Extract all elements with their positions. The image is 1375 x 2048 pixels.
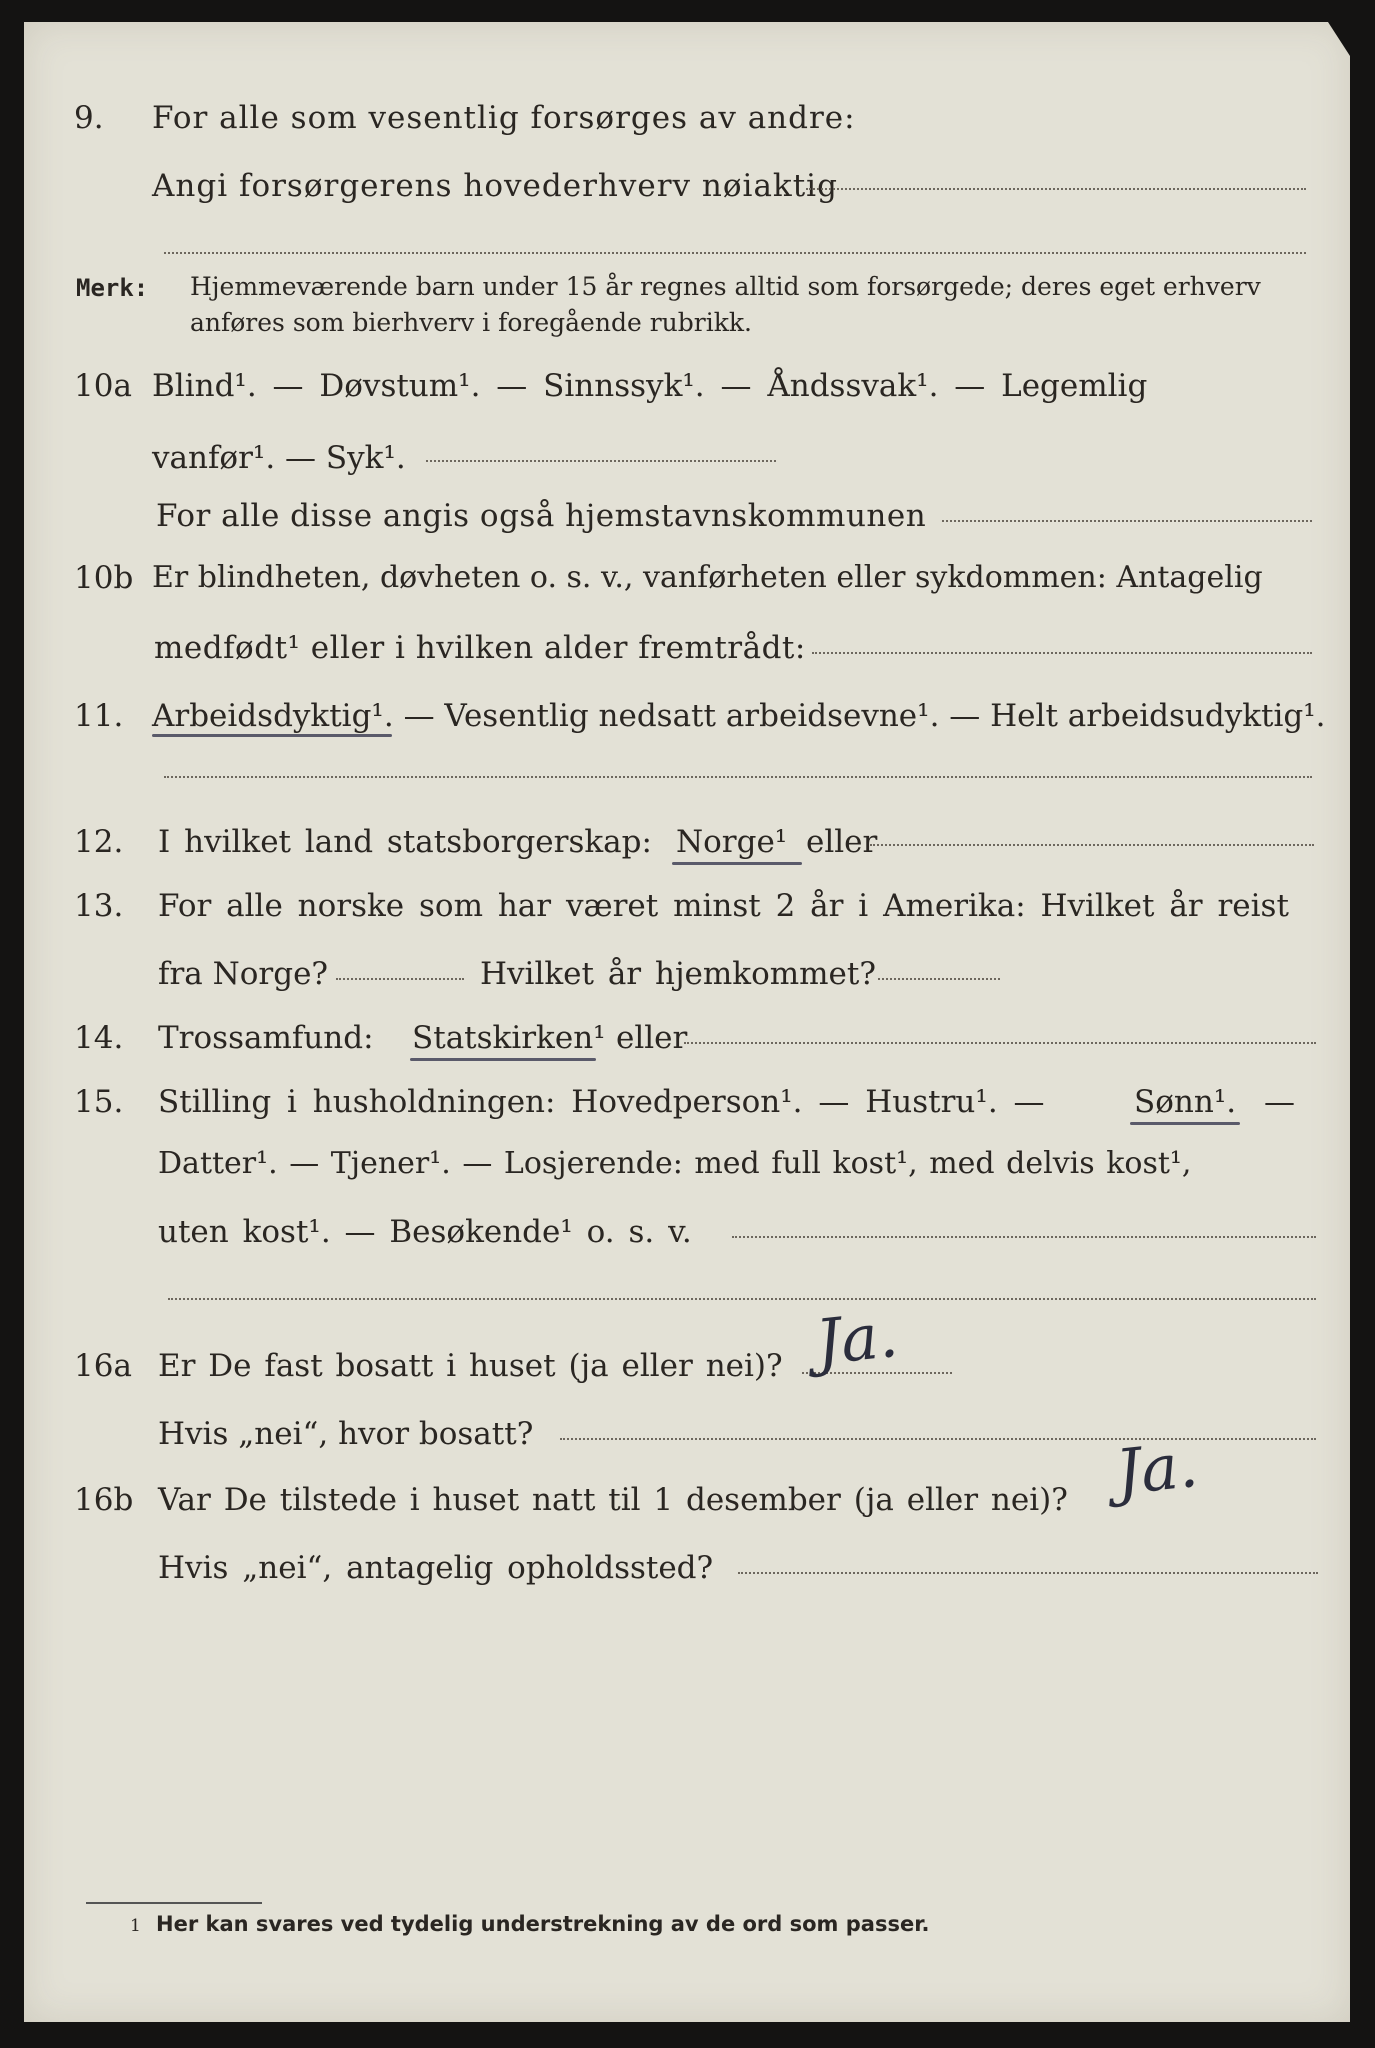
q14-underline-mark	[410, 1058, 596, 1061]
q15-line2: Datter¹. — Tjener¹. — Losjerende: med full kost¹, med delvis kost¹,	[158, 1146, 1192, 1181]
q11-answer-line	[164, 776, 1312, 778]
q11-underline-mark	[152, 734, 392, 737]
q14-suffix: eller	[616, 1020, 688, 1056]
q15-option-sonn: Sønn¹.	[1134, 1084, 1237, 1120]
footnote-rule	[86, 1902, 262, 1904]
q16b-line1: Var De tilstede i huset natt til 1 desember (ja eller nei)?	[158, 1482, 1068, 1518]
q15-line1b: —	[1264, 1084, 1295, 1120]
q13-reist-line	[336, 978, 464, 980]
footnote-text: Her kan svares ved tydelig understrekning av de ord som passer.	[156, 1912, 930, 1936]
q10a-line3: For alle disse angis også hjemstavnskommunen	[156, 498, 927, 534]
q10b-line1: Er blindheten, døvheten o. s. v., vanførheten eller sykdommen: Antagelig	[152, 560, 1263, 595]
q13-hjemkommet-line	[878, 978, 1000, 980]
q10a-answer-line	[426, 460, 776, 462]
footnote-mark: 1	[130, 1916, 141, 1936]
q16a-line1: Er De fast bosatt i huset (ja eller nei)?	[158, 1348, 783, 1384]
q12-option-norge: Norge¹	[676, 824, 788, 860]
q15-underline-mark	[1130, 1122, 1240, 1125]
q12-number: 12.	[74, 824, 124, 860]
merk-line1: Hjemmeværende barn under 15 år regnes alltid som forsørgede; deres eget erhverv	[190, 272, 1261, 301]
q10b-line2: medfødt¹ eller i hvilken alder fremtrådt:	[154, 630, 806, 666]
q16a-bosatt-line	[560, 1438, 1316, 1440]
q16b-number: 16b	[74, 1482, 134, 1518]
q16a-line2: Hvis „nei“, hvor bosatt?	[158, 1416, 534, 1452]
q9-answer-line2	[164, 252, 1306, 254]
q10a-line1: Blind¹. — Døvstum¹. — Sinnssyk¹. — Åndssvak¹. — Legemlig	[152, 368, 1148, 404]
folded-corner	[1328, 22, 1350, 56]
q15-line3: uten kost¹. — Besøkende¹ o. s. v.	[158, 1214, 692, 1250]
q16b-answer-line	[738, 1572, 1318, 1574]
q9-line1: For alle som vesentlig forsørges av andre:	[152, 100, 856, 136]
q15-answer-line	[732, 1236, 1316, 1238]
q10a-answer-line3	[942, 520, 1312, 522]
q9-answer-line	[806, 188, 1306, 190]
q11-line	[152, 698, 1326, 734]
merk-label: Merk:	[76, 274, 149, 302]
q10b-number: 10b	[74, 560, 134, 596]
q16a-number: 16a	[74, 1348, 132, 1384]
q16a-handwritten-answer: Ja.	[812, 1297, 902, 1380]
q13-line2a: fra Norge?	[158, 956, 329, 992]
q13-number: 13.	[74, 888, 124, 924]
q14-prefix: Trossamfund:	[158, 1020, 374, 1056]
q9-line2: Angi forsørgerens hovederhverv nøiaktig	[152, 168, 838, 204]
q15-number: 15.	[74, 1084, 124, 1120]
q15-line1a: Stilling i husholdningen: Hovedperson¹. — Hustru¹. —	[158, 1084, 1045, 1120]
q10b-answer-line	[812, 652, 1312, 654]
q9-number: 9.	[74, 100, 104, 136]
merk-line2: anføres som bierhverv i foregående rubrikk.	[190, 308, 752, 337]
q14-option-statskirken: Statskirken¹	[412, 1020, 606, 1056]
q12-suffix: eller	[806, 824, 878, 860]
q14-number: 14.	[74, 1020, 124, 1056]
q15-answer-line2	[168, 1298, 1316, 1300]
q10a-line2: vanfør¹. — Syk¹.	[152, 440, 406, 476]
q11-rest: . — Vesentlig nedsatt arbeidsevne¹. — Helt arbeidsudyktig¹.	[383, 698, 1326, 734]
q11-option-arbeidsdyktig: Arbeidsdyktig¹	[152, 698, 384, 734]
q12-answer-line	[870, 844, 1314, 846]
q10a-number: 10a	[74, 368, 132, 404]
census-form-page	[24, 22, 1350, 2022]
q14-answer-line	[684, 1042, 1316, 1044]
q13-line1: For alle norske som har været minst 2 år i Amerika: Hvilket år reist	[158, 888, 1289, 924]
q12-prefix: I hvilket land statsborgerskap:	[158, 824, 652, 860]
q16b-line2: Hvis „nei“, antagelig opholdssted?	[158, 1550, 714, 1586]
q16b-handwritten-answer: Ja.	[1112, 1427, 1202, 1510]
q11-number: 11.	[74, 698, 124, 734]
q13-line2b: Hvilket år hjemkommet?	[480, 956, 876, 992]
q12-underline-mark	[672, 862, 802, 865]
